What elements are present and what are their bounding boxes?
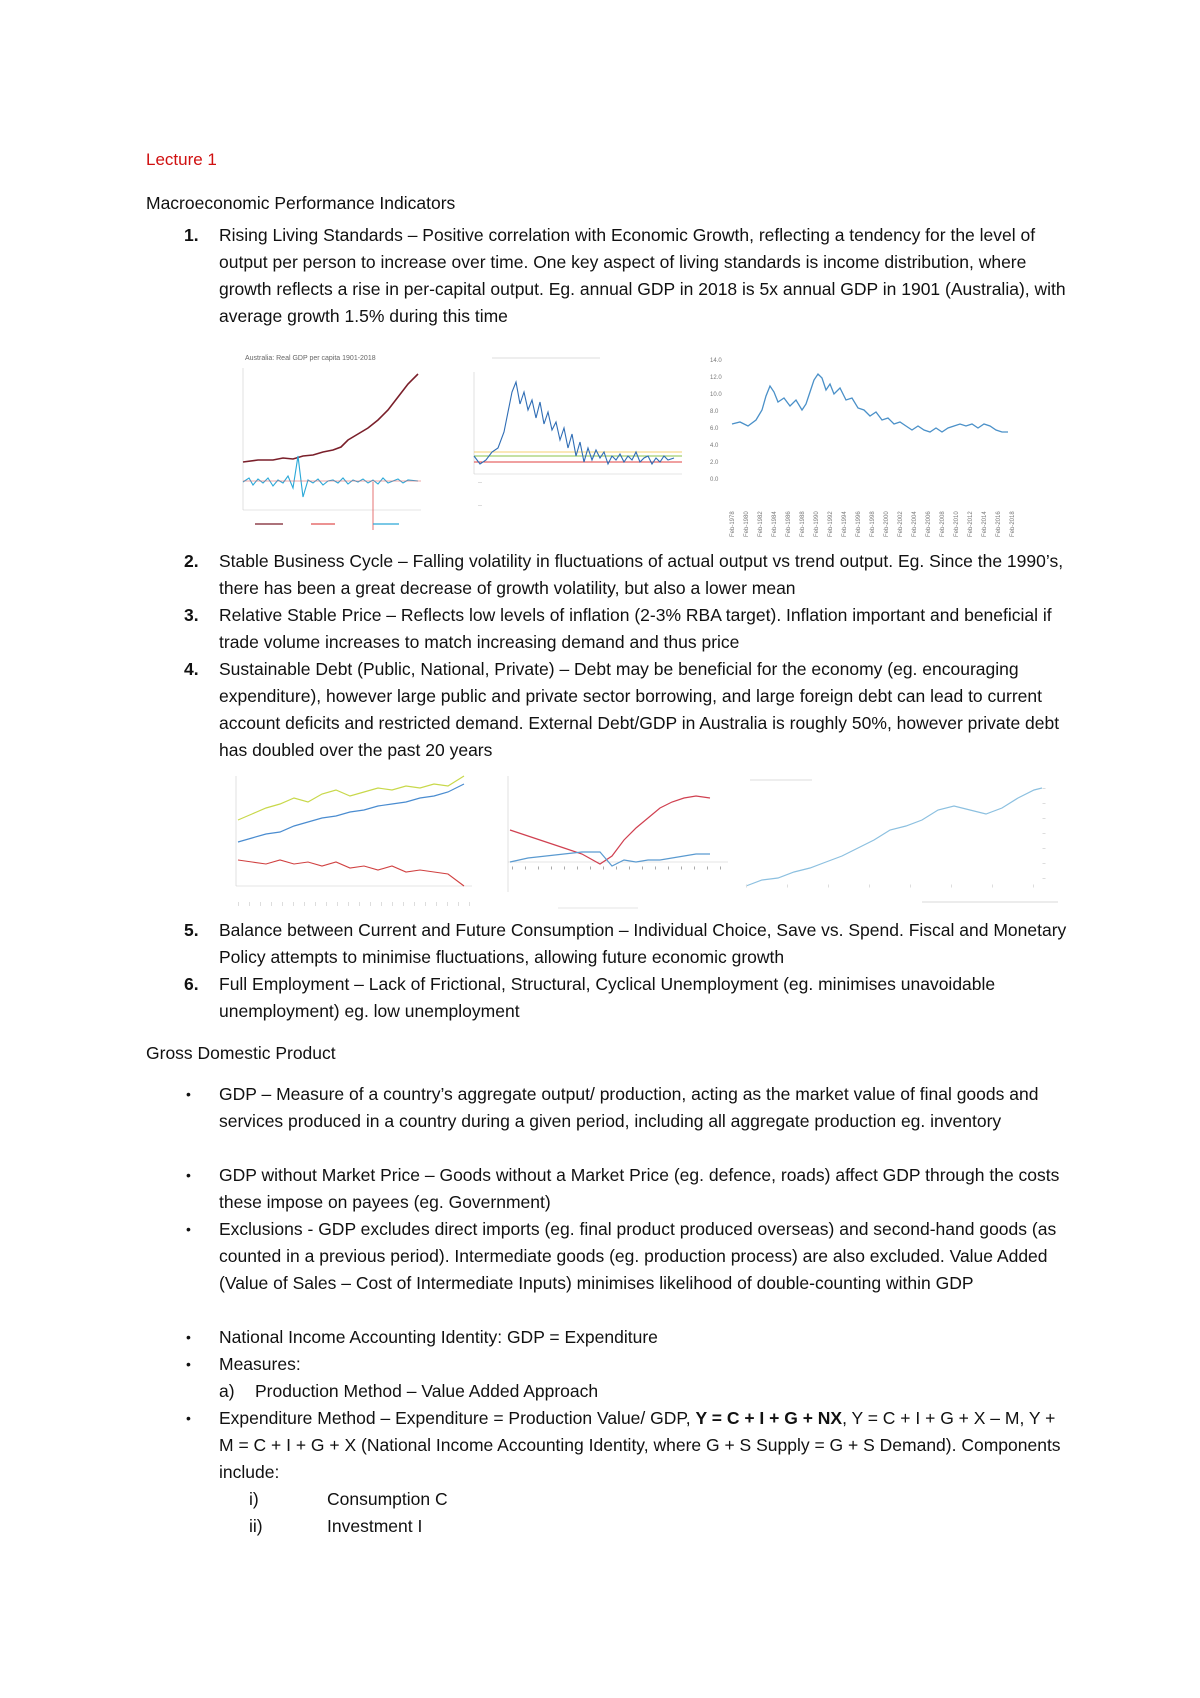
expenditure-text xyxy=(219,1405,1069,1486)
item-number: 2. xyxy=(184,551,199,571)
figure-gdp-per-capita xyxy=(223,352,441,542)
figure-external-debt xyxy=(488,768,732,918)
y-tick-label: 10.0 xyxy=(710,392,722,398)
figure-debt-ratios xyxy=(222,768,478,918)
x-tick-label: Feb-2010 xyxy=(954,511,960,537)
component-label: ii) xyxy=(249,1516,263,1536)
section-heading-gdp: Gross Domestic Product xyxy=(146,1043,336,1063)
item-text: Sustainable Debt (Public, National, Private) – Debt may be beneficial for the economy (eg. encouraging expenditure), however large public and private sector borrowing, and large foreign debt can lead to current account deficits and restricted demand. External Debt/GDP in Australia is roughly 50%, however private debt has doubled over the past 20 years xyxy=(219,659,1060,760)
item-text: Relative Stable Price – Reflects low levels of inflation (2-3% RBA target). Inflation important and beneficial if trade volume increases to match increasing demand and thus price xyxy=(219,605,1052,652)
x-tick-label: Feb-2016 xyxy=(996,511,1002,537)
bullet-marker: • xyxy=(186,1167,191,1183)
component-text: Consumption C xyxy=(327,1489,448,1509)
y-tick-label: 2.0 xyxy=(710,460,719,466)
expenditure-part2: , Y = C + I + G + X – M, Y + M = C + I + G + X (National Income Accounting Identity, where G + S Supply = G + S Demand). Components include: xyxy=(219,1408,1061,1482)
x-tick-label: Feb-1998 xyxy=(870,511,876,537)
x-tick-label: Feb-1994 xyxy=(842,511,848,537)
y-tick-label: 8.0 xyxy=(710,409,719,415)
y-tick-label: 14.0 xyxy=(710,358,722,364)
component-label: i) xyxy=(249,1489,259,1509)
x-tick-label: Feb-1982 xyxy=(758,511,764,537)
measures-sub-label: a) xyxy=(219,1381,235,1401)
x-tick-label: Feb-2012 xyxy=(968,511,974,537)
x-tick-label: Feb-2008 xyxy=(940,511,946,537)
x-tick-label: Feb-1988 xyxy=(800,511,806,537)
x-tick-label: Feb-2014 xyxy=(982,511,988,537)
expenditure-identity: Y = C + I + G + NX xyxy=(695,1408,843,1428)
bullet-marker: • xyxy=(186,1329,191,1345)
bullet-marker: • xyxy=(186,1356,191,1372)
figure-inflation xyxy=(450,352,690,542)
section-heading-indicators: Macroeconomic Performance Indicators xyxy=(146,193,456,213)
y-tick-label: 4.0 xyxy=(710,443,719,449)
y-tick-label: 12.0 xyxy=(710,375,722,381)
item-number: 3. xyxy=(184,605,199,625)
bullet-marker: • xyxy=(186,1086,191,1102)
lecture-title: Lecture 1 xyxy=(146,150,217,169)
item-text: National Income Accounting Identity: GDP = Expenditure xyxy=(219,1327,658,1347)
x-tick-label: Feb-2004 xyxy=(912,511,918,537)
item-text: Full Employment – Lack of Frictional, Structural, Cyclical Unemployment (eg. minimises unavoidable unemployment) eg. low unemployment xyxy=(219,974,996,1021)
item-number: 4. xyxy=(184,659,199,679)
bullet-marker: • xyxy=(186,1410,191,1426)
expenditure-part1: Expenditure Method – Expenditure = Production Value/ GDP, xyxy=(219,1408,696,1428)
item-number: 6. xyxy=(184,974,199,994)
item-number: 5. xyxy=(184,920,199,940)
item-text: Measures: xyxy=(219,1354,301,1374)
x-tick-label: Feb-2000 xyxy=(884,511,890,537)
x-tick-label: Feb-1996 xyxy=(856,511,862,537)
figure-private-debt xyxy=(742,768,1062,918)
item-text: Rising Living Standards – Positive correlation with Economic Growth, reflecting a tendency for the level of output per person to increase over time. One key aspect of living standards is income distribution, where growth reflects a rise in per-capital output. Eg. annual GDP in 2018 is 5x annual GDP in 1901 (Australia), with average growth 1.5% during this time xyxy=(219,225,1066,326)
item-text: GDP without Market Price – Goods without a Market Price (eg. defence, roads) affect GDP through the costs these impose on payees (eg. Government) xyxy=(219,1165,1060,1212)
measures-sub-text: Production Method – Value Added Approach xyxy=(255,1381,599,1401)
x-tick-label: Feb-1980 xyxy=(744,511,750,537)
item-text: Stable Business Cycle – Falling volatility in fluctuations of actual output vs trend output. Eg. Since the 1990’s, there has been a great decrease of growth volatility, but also a lower mean xyxy=(219,551,1064,598)
x-tick-label: Feb-1990 xyxy=(814,511,820,537)
x-tick-label: Feb-2018 xyxy=(1010,511,1016,537)
figure-unemployment xyxy=(700,352,1060,542)
item-number: 1. xyxy=(184,225,199,245)
x-tick-labels xyxy=(730,511,1016,537)
item-text: Balance between Current and Future Consumption – Individual Choice, Save vs. Spend. Fiscal and Monetary Policy attempts to minimise fluctuations, allowing future economic growth xyxy=(219,920,1067,967)
bullet-marker: • xyxy=(186,1221,191,1237)
item-text: Exclusions - GDP excludes direct imports (eg. final product produced overseas) and second-hand goods (as counted in a previous period). Intermediate goods (eg. production process) are also excluded. Value Added (Value of Sales – Cost of Intermediate Inputs) minimises likelihood of double-counting within GDP xyxy=(219,1219,1057,1293)
figure-title: Australia: Real GDP per capita 1901-2018 xyxy=(245,355,376,362)
item-text: GDP – Measure of a country’s aggregate output/ production, acting as the market value of final goods and services produced in a country during a given period, including all aggregate production eg. inventory xyxy=(219,1084,1039,1131)
y-tick-label: 6.0 xyxy=(710,426,719,432)
x-tick-label: Feb-2002 xyxy=(898,511,904,537)
x-tick-label: Feb-1984 xyxy=(772,511,778,537)
x-tick-label: Feb-1978 xyxy=(730,511,736,537)
component-text: Investment I xyxy=(327,1516,423,1536)
x-tick-label: Feb-1986 xyxy=(786,511,792,537)
y-tick-label: 0.0 xyxy=(710,477,719,483)
x-tick-label: Feb-2006 xyxy=(926,511,932,537)
x-tick-label: Feb-1992 xyxy=(828,511,834,537)
